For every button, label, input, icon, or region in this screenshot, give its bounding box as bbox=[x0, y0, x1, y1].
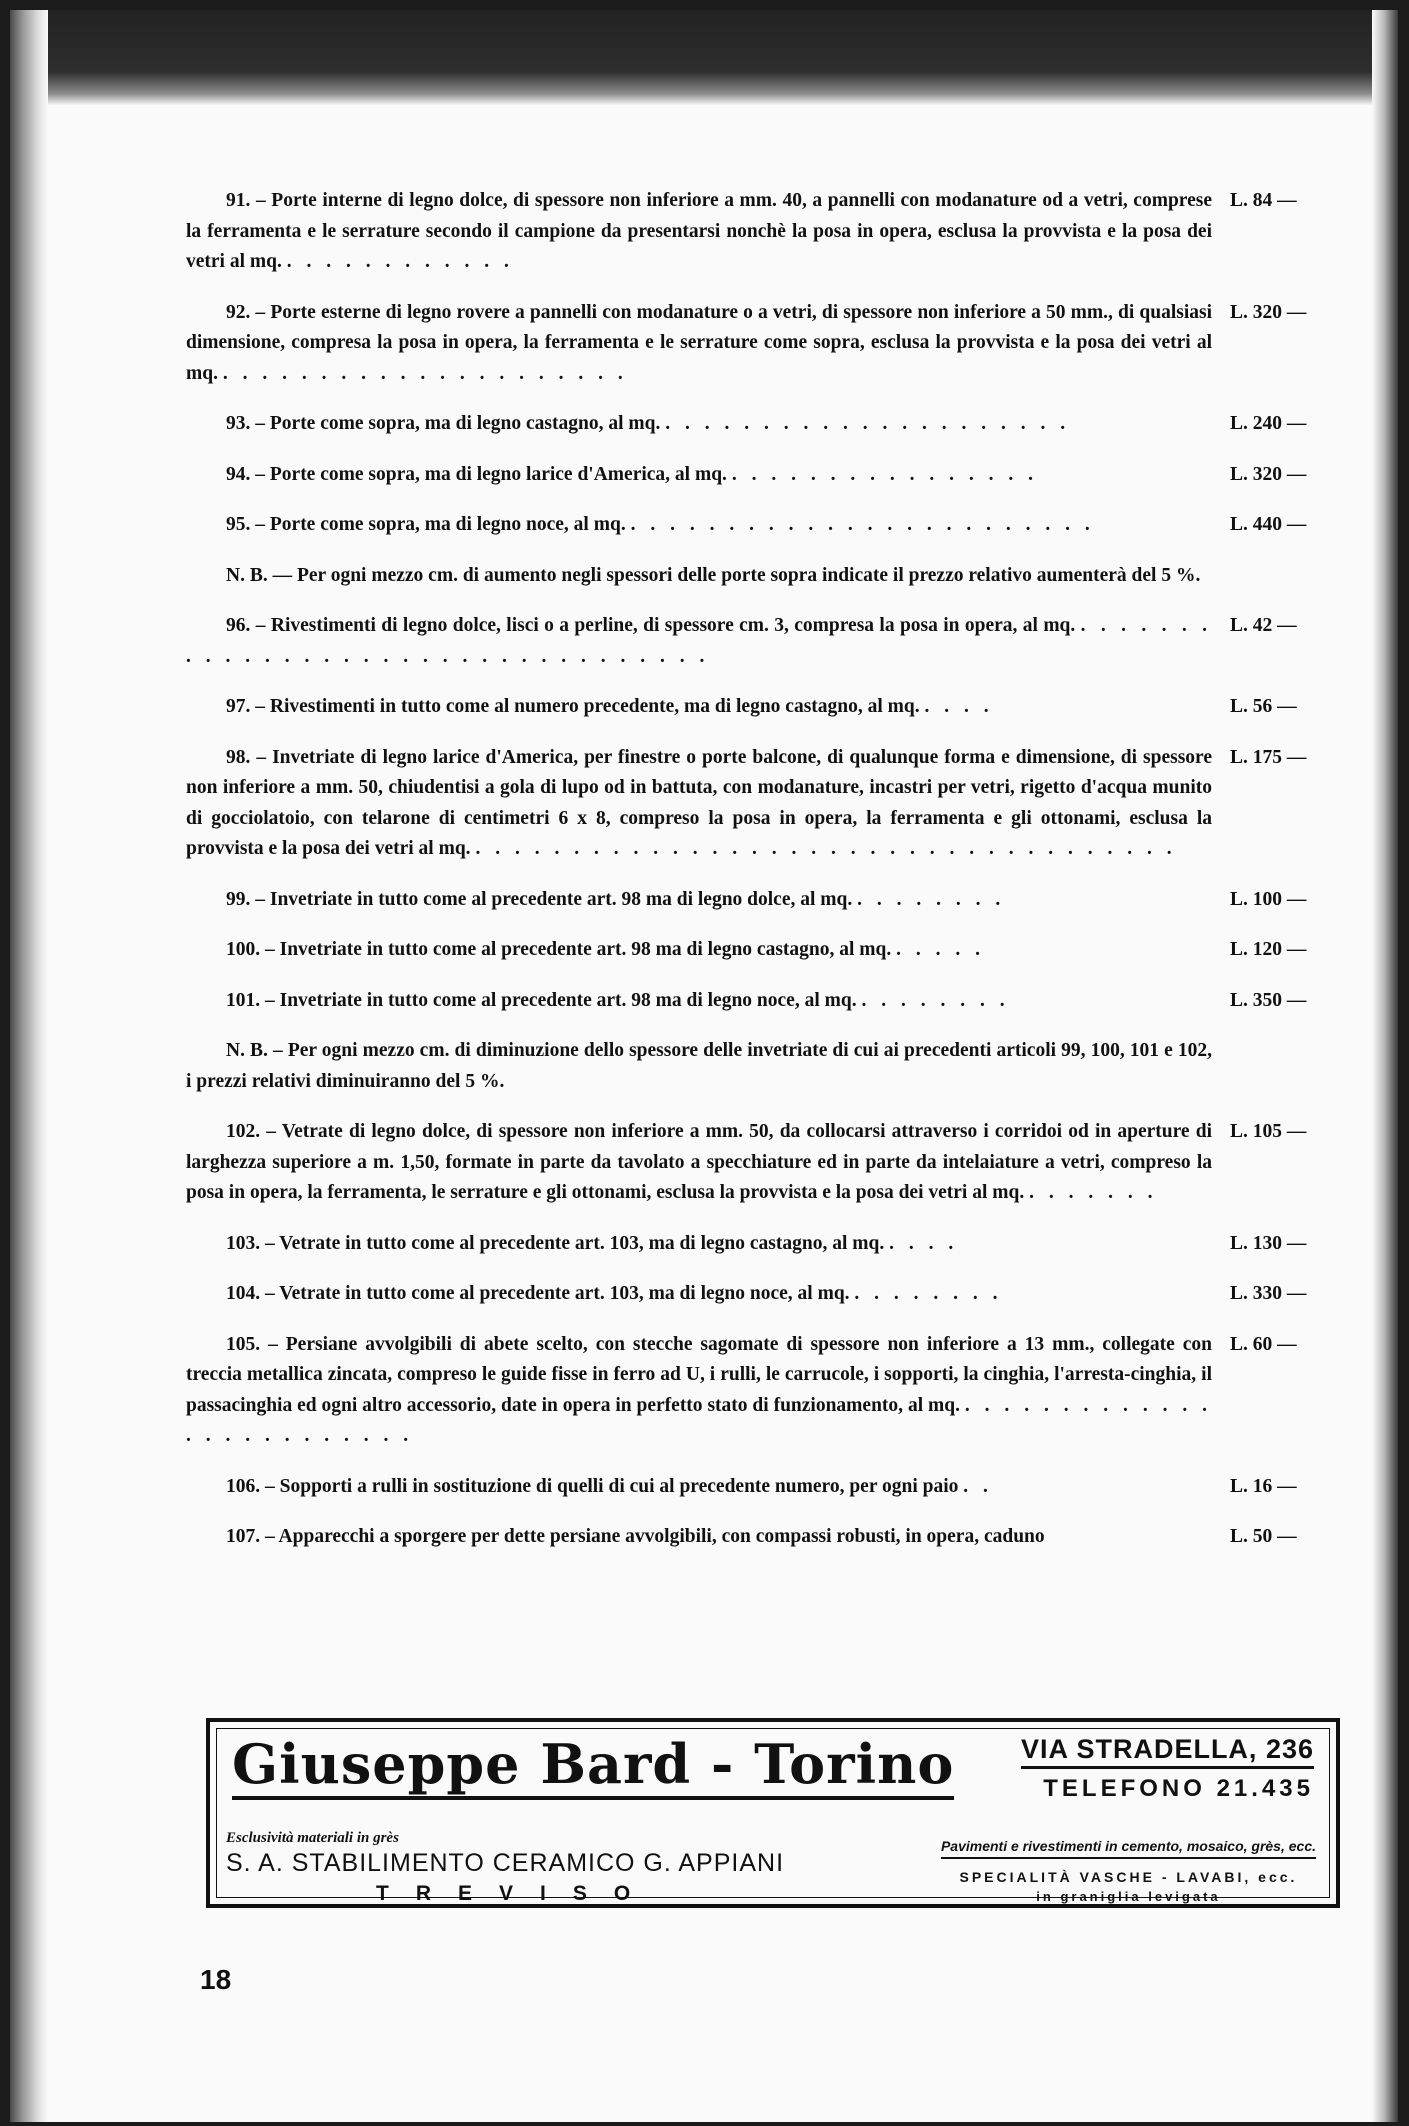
item-price: L. 175 — bbox=[1230, 746, 1307, 768]
item-number: 100. bbox=[226, 939, 261, 960]
leader-dots: . . . . . bbox=[896, 939, 986, 960]
item-price: L. 320 — bbox=[1230, 301, 1307, 323]
leader-dots: . . . . . . . . . . . . . . . . . . . . . . . . . . . . . . . . . . . . bbox=[475, 838, 1177, 859]
item-price: L. 50 — bbox=[1230, 1526, 1297, 1547]
supplier-city: TREVISO bbox=[376, 1882, 658, 1905]
price-item-100 bbox=[186, 935, 1326, 966]
item-number: 98. bbox=[226, 746, 251, 768]
leader-dots: . . . . . . . . . . . . . . . . . . . . . bbox=[222, 362, 628, 384]
item-number: 103. bbox=[226, 1232, 261, 1254]
item-description: – Rivestimenti di legno dolce, lisci o a perline, di spessore cm. 3, compresa la posa in opera, al mq. bbox=[255, 615, 1076, 636]
specialty-line: SPECIALITÀ VASCHE - LAVABI, ecc. bbox=[959, 1869, 1298, 1885]
price-item-92 bbox=[186, 298, 1326, 390]
price-item-98 bbox=[186, 743, 1326, 865]
advertiser-name: Giuseppe Bard - Torino bbox=[232, 1732, 955, 1796]
item-description: – Invetriate di legno larice d'America, per finestre o porte balcone, di qualunque forma e dimensione, di spessore non inferiore a mm. 50, chiudentisi a gola di lupo od in battuta, con modanature, incastri per vetri, rigetto d'acqua munito di gocciolatoio, con telarone di centimetri 6 x 8, compreso la posa in opera, la ferramenta e gli ottonami, esclusa la provvista e la posa dei vetri al mq. bbox=[186, 746, 1213, 859]
price-item-99 bbox=[186, 885, 1326, 916]
item-description: – Porte come sopra, ma di legno castagno, al mq. bbox=[255, 413, 661, 434]
item-price: L. 330 — bbox=[1230, 1283, 1307, 1304]
price-item-93 bbox=[186, 409, 1326, 440]
price-item-95 bbox=[186, 510, 1326, 541]
price-list bbox=[186, 186, 1326, 1573]
price-item-105 bbox=[186, 1330, 1326, 1452]
note-window-thickness: N. B. – Per ogni mezzo cm. di diminuzione dello spessore delle invetriate di cui ai precedenti articoli 99, 100, 101 e 102, i prezzi relativi diminuiranno del 5 %. bbox=[186, 1040, 1212, 1092]
item-number: 92. bbox=[226, 301, 251, 323]
item-price: L. 42 — bbox=[1230, 615, 1297, 636]
advertiser-street: VIA STRADELLA, 236 bbox=[1021, 1732, 1314, 1769]
item-price: L. 350 — bbox=[1230, 989, 1307, 1011]
item-number: 102. bbox=[226, 1121, 261, 1142]
item-price: L. 56 — bbox=[1230, 696, 1297, 717]
exclusive-materials-line: Esclusività materiali in grès bbox=[226, 1830, 399, 1846]
price-item-107 bbox=[186, 1522, 1326, 1553]
item-price: L. 16 — bbox=[1230, 1475, 1297, 1497]
item-price: L. 105 — bbox=[1230, 1121, 1307, 1142]
leader-dots: . . . . . . . . . . . . . . . . . . . . . . . . bbox=[630, 514, 1095, 535]
page-number: 18 bbox=[200, 1964, 232, 1995]
paving-line: Pavimenti e rivestimenti in cemento, mosaico, grès, ecc. bbox=[941, 1838, 1316, 1859]
scanned-page bbox=[10, 10, 1398, 2122]
price-item-103 bbox=[186, 1229, 1326, 1260]
price-item-106 bbox=[186, 1472, 1326, 1503]
item-description: – Porte esterne di legno rovere a pannelli con modanature o a vetri, di spessore non inferiore a 50 mm., di qualsiasi dimensione, compresa la posa in opera, la ferramenta e le serrature come sopra, esclusa la provvista e la posa dei vetri al mq. bbox=[186, 301, 1213, 384]
price-item-91 bbox=[186, 186, 1326, 278]
item-price: L. 60 — bbox=[1230, 1333, 1297, 1355]
leader-dots: . . . . . . . . . . . . . . . . bbox=[731, 463, 1038, 485]
advertiser-phone: TELEFONO 21.435 bbox=[1043, 1775, 1314, 1802]
price-item-94 bbox=[186, 460, 1326, 491]
item-description: – Porte come sopra, ma di legno larice d'America, al mq. bbox=[255, 463, 727, 485]
item-number: 105. bbox=[226, 1333, 261, 1355]
item-number: 104. bbox=[226, 1283, 261, 1304]
item-description: – Vetrate in tutto come al precedente art. 103, ma di legno noce, al mq. bbox=[265, 1283, 850, 1304]
item-description: – Invetriate in tutto come al precedente art. 98 ma di legno dolce, al mq. bbox=[255, 888, 853, 910]
item-number: 97. bbox=[226, 696, 251, 717]
item-description: – Vetrate di legno dolce, di spessore non inferiore a mm. 50, da collocarsi attraverso i corridoi od in aperture di larghezza superiore a m. 1,50, formate in parte da tavolato a specchiature ed in parte da intelaiature a vetri, compreso la posa in opera, la ferramenta, le serrature e gli ottonami, esclusa la provvista e la posa dei vetri al mq. bbox=[186, 1121, 1212, 1203]
item-description: – Vetrate in tutto come al precedente art. 103, ma di legno castagno, al mq. bbox=[265, 1232, 885, 1254]
price-item-97 bbox=[186, 692, 1326, 723]
leader-dots: . . . . . . . . . . . . bbox=[286, 251, 514, 272]
item-number: 106. bbox=[226, 1475, 261, 1497]
item-price: L. 440 — bbox=[1230, 514, 1307, 535]
item-number: 101. bbox=[226, 989, 261, 1011]
price-item-101 bbox=[186, 986, 1326, 1017]
item-price: L. 84 — bbox=[1230, 190, 1297, 211]
leader-dots: . . . . . . . . . . . . . . . . . . . . . . . . . . . . . . . . . . bbox=[186, 615, 1213, 667]
item-description: – Rivestimenti in tutto come al numero precedente, ma di legno castagno, al mq. bbox=[255, 696, 920, 717]
leader-dots: . . . . bbox=[889, 1232, 959, 1254]
item-price: L. 120 — bbox=[1230, 939, 1307, 960]
item-number: 96. bbox=[226, 615, 251, 636]
scan-shadow-left bbox=[10, 10, 48, 2122]
item-description: – Invetriate in tutto come al precedente art. 98 ma di legno noce, al mq. bbox=[265, 989, 857, 1011]
item-number: 94. bbox=[226, 463, 251, 485]
price-item-104 bbox=[186, 1279, 1326, 1310]
item-number: 95. bbox=[226, 514, 251, 535]
item-description: – Persiane avvolgibili di abete scelto, con stecche sagomate di spessore non inferiore a 13 mm., collegate con treccia metallica zincata, compreso le guide fisse in ferro ad U, i rulli, le carrucole, i sopporti, la cinghia, l'arresta-cinghia, il passacinghia ed ogni altro accessorio, date in opera in perfetto stato di funzionamento, al mq. bbox=[186, 1333, 1213, 1416]
advertiser-products bbox=[941, 1838, 1316, 1904]
item-description: – Sopporti a rulli in sostituzione di quelli di cui al precedente numero, per ogni paio bbox=[265, 1475, 959, 1497]
scan-shadow-right bbox=[1372, 10, 1398, 2122]
leader-dots: . . . . . . . . bbox=[861, 989, 1010, 1011]
item-number: 99. bbox=[226, 888, 251, 910]
item-description: – Invetriate in tutto come al precedente art. 98 ma di legno castagno, al mq. bbox=[265, 939, 892, 960]
item-price: L. 130 — bbox=[1230, 1232, 1307, 1254]
item-price: L. 240 — bbox=[1230, 413, 1307, 434]
item-description: – Apparecchi a sporgere per dette persiane avvolgibili, con compassi robusti, in opera, caduno bbox=[265, 1526, 1045, 1547]
item-description: – Porte interne di legno dolce, di spessore non inferiore a mm. 40, a pannelli con modanature od a vetri, comprese la ferramenta e le serrature secondo il campione da presentarsi nonchè la posa in opera, esclusa la provvista e la posa dei vetri al mq. bbox=[186, 190, 1213, 272]
item-description: – Porte come sopra, ma di legno noce, al mq. bbox=[255, 514, 626, 535]
price-item-96 bbox=[186, 611, 1326, 672]
item-number: 91. bbox=[226, 190, 251, 211]
leader-dots: . . bbox=[963, 1475, 993, 1497]
advertiser-supplier bbox=[226, 1830, 784, 1906]
item-number: 107. bbox=[226, 1526, 261, 1547]
note-door-thickness: N. B. — Per ogni mezzo cm. di aumento negli spessori delle porte sopra indicate il prezzo relativo aumenterà del 5 %. bbox=[226, 564, 1201, 586]
supplier-company: S. A. STABILIMENTO CERAMICO G. APPIANI bbox=[226, 1849, 785, 1877]
leader-dots: . . . . . . . . bbox=[854, 1283, 1003, 1304]
item-price: L. 100 — bbox=[1230, 888, 1307, 910]
advertisement-box bbox=[206, 1718, 1340, 1908]
item-number: 93. bbox=[226, 413, 251, 434]
item-price: L. 320 — bbox=[1230, 463, 1307, 485]
leader-dots: . . . . bbox=[924, 696, 994, 717]
advertiser-address bbox=[1021, 1732, 1314, 1805]
granite-line: in graniglia levigata bbox=[1036, 1889, 1221, 1904]
price-item-102 bbox=[186, 1117, 1326, 1209]
scan-shadow-top bbox=[10, 10, 1398, 105]
leader-dots: . . . . . . . . . . . . . . . . . . . . . . . . . bbox=[186, 1394, 1213, 1446]
leader-dots: . . . . . . . . . . . . . . . . . . . . . bbox=[665, 413, 1071, 434]
leader-dots: . . . . . . . . bbox=[857, 888, 1006, 910]
leader-dots: . . . . . . . bbox=[1029, 1182, 1158, 1203]
